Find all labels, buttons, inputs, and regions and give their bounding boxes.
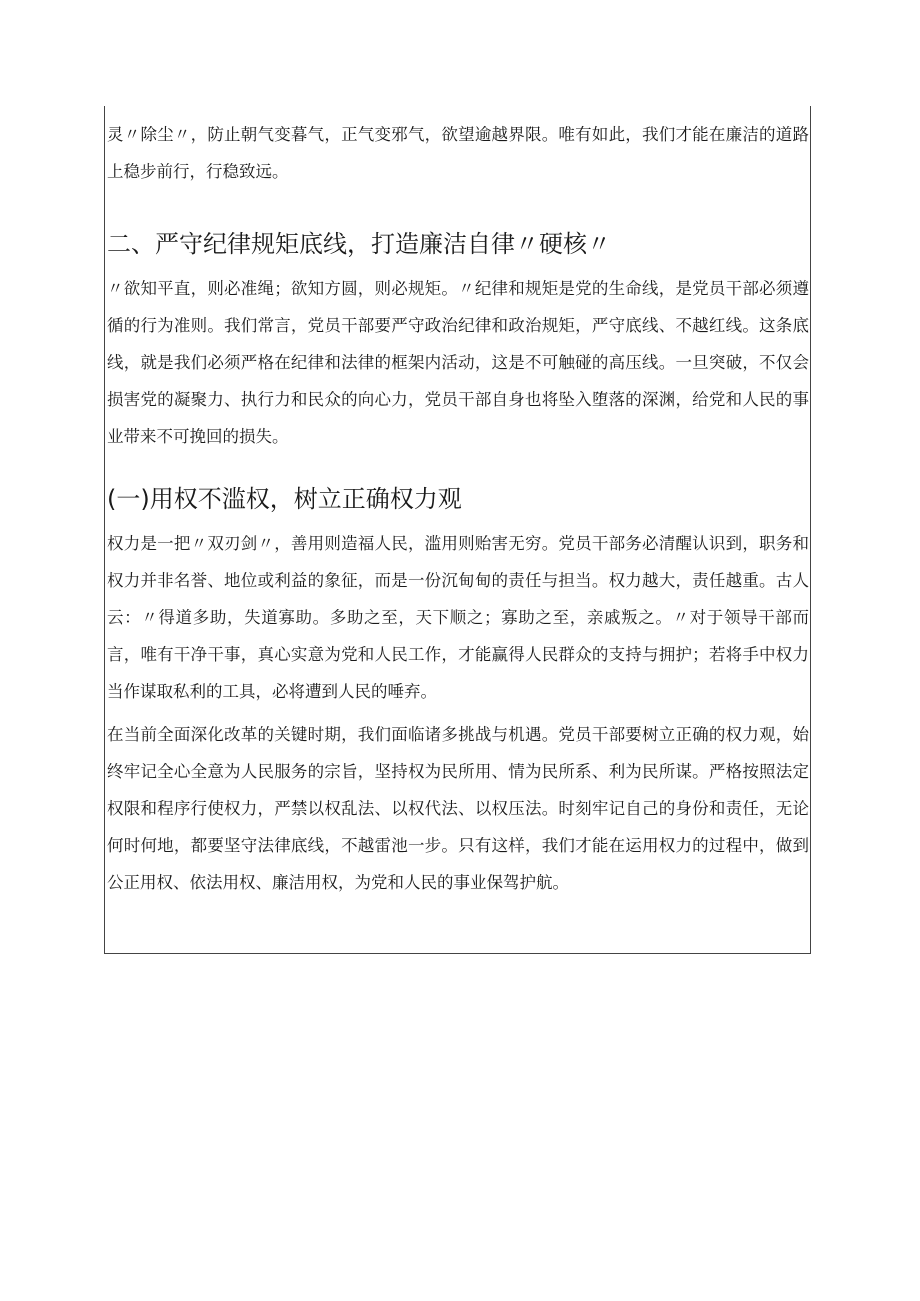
subsection-one-paragraph-1: 权力是一把〃双刃剑〃，善用则造福人民，滥用则贻害无穷。党员干部务必清醒认识到，职务和权力并非名誉、地位或利益的象征，而是一份沉甸甸的责任与担当。权力越大，责任越重。古人云：〃得道多助，失道寡助。多助之至，天下顺之；寡助之至，亲戚叛之。〃对于领导干部而言，唯有干净干事，真心实意为党和人民工作，才能赢得人民群众的支持与拥护；若将手中权力当作谋取私利的工具，必将遭到人民的唾弃。 — [107, 534, 809, 701]
intro-paragraph: 灵〃除尘〃，防止朝气变暮气，正气变邪气，欲望逾越界限。唯有如此，我们才能在廉洁的道路上稳步前行，行稳致远。 — [107, 125, 809, 181]
section-two-paragraph: 〃欲知平直，则必准绳；欲知方圆，则必规矩。〃纪律和规矩是党的生命线，是党员干部必须遵循的行为准则。我们常言，党员干部要严守政治纪律和政治规矩，严守底线、不越红线。这条底线，就是我们必须严格在纪律和法律的框架内活动，这是不可触碰的高压线。一旦突破，不仅会损害党的凝聚力、执行力和民众的向心力，党员干部自身也将坠入堕落的深渊，给党和人民的事业带来不可挽回的损失。 — [107, 279, 809, 446]
subsection-one-paragraph-2: 在当前全面深化改革的关键时期，我们面临诸多挑战与机遇。党员干部要树立正确的权力观，始终牢记全心全意为人民服务的宗旨，坚持权为民所用、情为民所系、利为民所谋。严格按照法定权限和程序行使权力，严禁以权乱法、以权代法、以权压法。时刻牢记自己的身份和责任，无论何时何地，都要坚守法律底线，不越雷池一步。只有这样，我们才能在运用权力的过程中，做到公正用权、依法用权、廉洁用权，为党和人民的事业保驾护航。 — [107, 725, 809, 892]
document-page-frame — [104, 106, 811, 954]
document-body — [107, 116, 809, 901]
section-two-heading: 二、严守纪律规矩底线，打造廉洁自律〃硬核〃 — [107, 230, 611, 258]
subsection-one-heading: (一)用权不滥权，树立正确权力观 — [107, 485, 462, 513]
